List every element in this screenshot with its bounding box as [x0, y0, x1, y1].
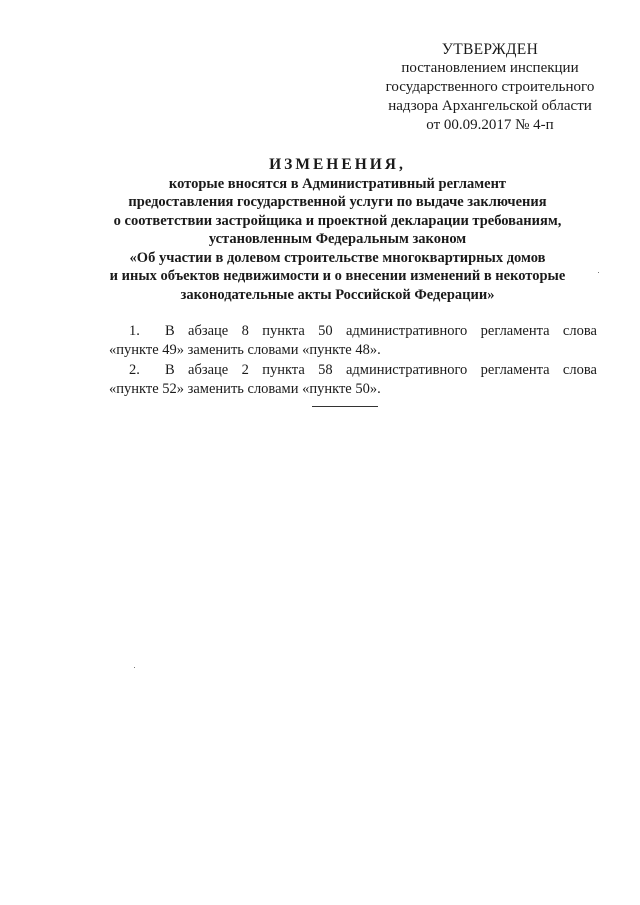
title-heading: ИЗМЕНЕНИЯ, [269, 156, 406, 173]
title-line: законодательные акты Российской Федерации» [180, 286, 495, 303]
item-word: 58 [318, 362, 333, 378]
amendment-first-line [109, 322, 597, 341]
item-word: В [165, 362, 175, 378]
item-word: регламента [480, 323, 550, 339]
approval-heading: УТВЕРЖДЕН [441, 41, 539, 58]
amendment-item [109, 322, 597, 360]
item-word: 50 [318, 323, 333, 339]
item-word: административного [345, 323, 468, 339]
item-word: пункта [262, 323, 305, 339]
amendment-item [109, 361, 597, 399]
item-continuation: «пункте 52» заменить словами «пункте 50». [109, 381, 381, 397]
item-word: абзаце [188, 323, 229, 339]
scan-speck [598, 272, 599, 273]
item-word: регламента [480, 362, 550, 378]
item-word: слова [562, 323, 597, 339]
amendment-list [109, 322, 597, 400]
item-word: административного [345, 362, 468, 378]
approval-line: государственного строительного [385, 79, 595, 95]
item-word: 8 [241, 323, 249, 339]
approval-line: от 00.09.2017 № 4-п [426, 117, 554, 133]
item-number: 2. [129, 362, 140, 378]
title-line: о соответствии застройщика и проектной декларации требованиям, [113, 212, 562, 229]
approval-line: постановлением инспекции [401, 60, 579, 76]
end-divider [312, 406, 378, 407]
item-continuation: «пункте 49» заменить словами «пункте 48». [109, 342, 381, 358]
approval-line: надзора Архангельской области [388, 98, 592, 114]
item-word: абзаце [188, 362, 229, 378]
title-line: которые вносятся в Административный регламент [168, 175, 507, 192]
approval-stamp [360, 40, 620, 135]
item-word: пункта [262, 362, 305, 378]
title-line: предоставления государственной услуги по выдаче заключения [128, 194, 547, 210]
item-word: В [165, 323, 175, 339]
document-title [70, 156, 605, 304]
item-word: слова [562, 362, 597, 378]
title-line: «Об участии в долевом строительстве многоквартирных домов [129, 249, 546, 266]
scan-speck [134, 667, 135, 668]
amendment-first-line [109, 361, 597, 380]
title-line: установленным Федеральным законом [208, 231, 467, 247]
title-line: и иных объектов недвижимости и о внесении изменений в некоторые [109, 268, 566, 284]
item-word: 2 [241, 362, 249, 378]
item-number: 1. [129, 323, 140, 339]
